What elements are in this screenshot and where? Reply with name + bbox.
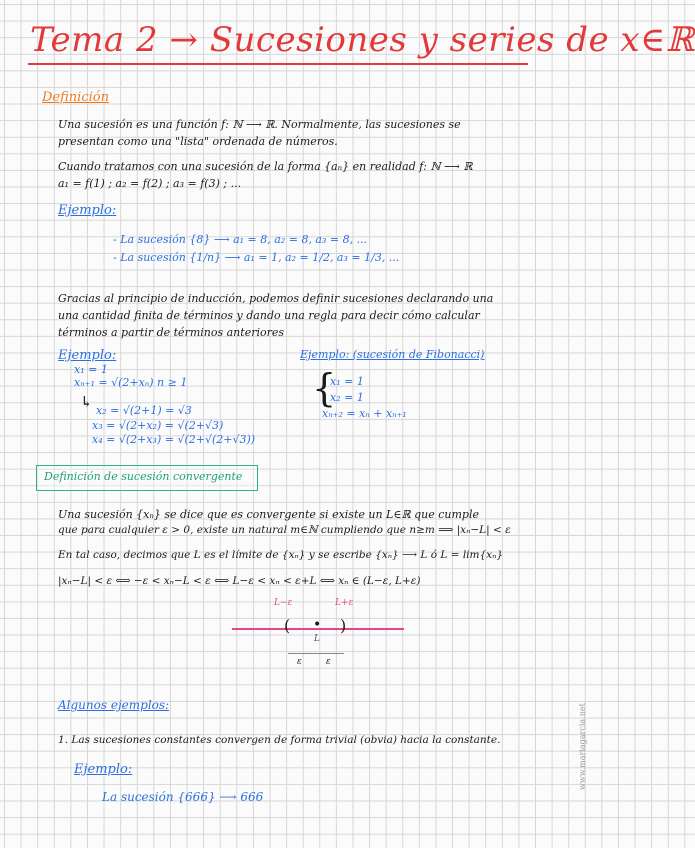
diagram-right-label: L+ε [335,598,354,608]
definicion-line-4: a₁ = f(1) ; a₂ = f(2) ; a₃ = f(3) ; ... [58,177,242,190]
ejemplo-1-item-1: - La sucesión {8} ⟶ a₁ = 8, a₂ = 8, a₃ = 8, ... [113,233,368,246]
ejemplo-2-x1: x₁ = 1 [74,363,108,376]
epsilon-bracket [288,653,344,654]
induccion-line-1: Gracias al principio de inducción, podemos definir sucesiones declarando una [58,292,494,305]
diagram-eps-left: ε [297,657,302,667]
ejemplo-3-xn2: xₙ₊₂ = xₙ + xₙ₊₁ [322,407,407,420]
ejemplo-3-label: Ejemplo: (sucesión de Fibonacci) [300,348,485,361]
ejemplos-item-1: 1. Las sucesiones constantes convergen de forma trivial (obvia) hacia la constante. [58,734,501,746]
diagram-center-label: L [314,634,320,644]
ejemplos-ejemplo-label: Ejemplo: [74,762,133,777]
ejemplo-2-x4: x₄ = √(2+x₃) = √(2+√(2+√3)) [92,433,256,446]
ejemplo-1-label: Ejemplo: [58,203,117,218]
diagram-right-paren: ) [340,616,347,635]
ejemplo-2-xn1: xₙ₊₁ = √(2+xₙ) n ≥ 1 [74,376,188,389]
section-heading-definicion: Definición [42,90,109,105]
definicion-line-1: Una sucesión es una función f: ℕ ⟶ ℝ. Normalmente, las sucesiones se [58,118,461,131]
diagram-left-label: L−ε [274,598,293,608]
definicion-line-2: presentan como una "lista" ordenada de números. [58,135,338,148]
diagram-eps-right: ε [326,657,331,667]
fibonacci-brace: { [312,366,337,410]
ejemplo-2-label: Ejemplo: [58,348,117,363]
ejemplo-1-item-2: - La sucesión {1/n} ⟶ a₁ = 1, a₂ = 1/2, a₃ = 1/3, ... [113,251,400,264]
title-underline [28,63,528,65]
definicion-line-3: Cuando tratamos con una sucesión de la forma {aₙ} en realidad f: ℕ ⟶ ℝ [58,160,473,173]
algunos-ejemplos-heading: Algunos ejemplos: [58,698,170,712]
induccion-line-3: términos a partir de términos anteriores [58,326,285,339]
ejemplo-3-x1: x₁ = 1 [330,375,364,388]
convergente-line-1: Una sucesión {xₙ} se dice que es convergente si existe un L∈ℝ que cumple [58,508,479,521]
convergente-line-3: En tal caso, decimos que L es el límite de {xₙ} y se escribe {xₙ} ⟶ L ó L = lim{xₙ} [58,549,504,561]
diagram-left-paren: ( [284,616,291,635]
diagram-center-dot: • [313,617,322,633]
ejemplo-2-arrow: ↳ [80,393,93,411]
convergente-line-2: que para cualquier ε > 0, existe un natural m∈ℕ cumpliendo que n≥m ⟹ |xₙ−L| < ε [58,524,511,536]
watermark: www.mariagarcia.net [578,703,587,790]
ejemplo-3-x2: x₂ = 1 [330,391,364,404]
ejemplo-2-x2: x₂ = √(2+1) = √3 [96,404,192,417]
page-title: Tema 2 → Sucesiones y series de x∈ℝ [30,20,695,60]
ejemplo-2-x3: x₃ = √(2+x₂) = √(2+√3) [92,419,224,432]
convergente-heading: Definición de sucesión convergente [44,470,243,483]
convergente-line-4: |xₙ−L| < ε ⟺ −ε < xₙ−L < ε ⟺ L−ε < xₙ < ε+L ⟺ xₙ ∈ (L−ε, L+ε) [58,575,421,587]
induccion-line-2: una cantidad finita de términos y dando una regla para decir cómo calcular [58,309,480,322]
ejemplos-ejemplo-line: La sucesión {666} ⟶ 666 [102,790,264,804]
